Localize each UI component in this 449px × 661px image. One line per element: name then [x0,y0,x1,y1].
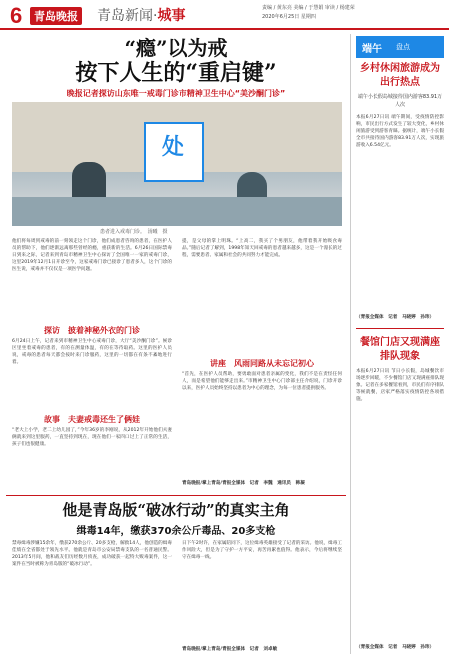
page-header [0,0,449,30]
section-prefix: 青岛新闻· [97,8,158,24]
holiday-tag-label: 端午 [362,44,382,55]
photo-counter [12,197,342,226]
paper-logo: 青岛晚报 [30,7,82,25]
bottom-subhead: 缉毒14年，缴获370余公斤毒品、20多支枪 [76,526,276,537]
holiday-tag-small: 盘点 [396,43,410,51]
right-story1-text: 本报6月27日讯 端午期间，受疫情防控影响，市民出行方式发生了较大变化，乡村休闲旅游受到游客青睐。据统计，端午小长假全市共接待国内游客83.91万人次，实现旅游收入6.54亿元。 [356,115,444,148]
bottom-credit: 青岛晚报/掌上青岛/青报全媒体 记者 刘卓敏 [182,647,278,652]
article-col2b-text: “首先，在医护人员帮助，要勇敢面对患者亲属的变化，我们不是在责怪任何人，而是希望他们能够走出来。”市精神卫生中心门诊部主任介绍说，门诊开诊以来，医护人员始终坚持以患者为中心的理念，为每一位患者提供服务。 [182,372,342,391]
issue-date: 2020年6月25日 星期四 [262,14,316,20]
headline-line-1: “瘾”以为戒 [124,36,228,60]
bottom-col1-text: 禁毒缉毒涉嫌15余年，缴获270余公斤、20多支枪，解救14人，他创造的缉毒佳绩在全省都处于领先水平。他就是青岛市公安局禁毒支队的一名普通民警。2013年5月间，他和战友们历经数月侦查，成功破获一起特大贩毒案件，这一案件在当时被称为青岛版的“破冰行动”。 [12,541,172,567]
section-title [97,5,185,25]
right-story1-lede: 端午小长假岛城接待国内游客83.91万人次 [357,94,443,108]
bottom-headline: 他是青岛版“破冰行动”的真实主角 [62,501,290,519]
page-number: 6 [10,3,23,28]
editor-credits: 责编 / 黄东亮 美编 / 于慧娟 审读 / 杨建荣 [262,5,355,11]
article-col1c-text: “老大上小学，老二上幼儿园了，”今年36岁的李刚说，从2012年开始他们夫妻俩就来到这里服药，一直坚持到现在，现在他们一家四口过上了正常的生活，孩子们也很健康。 [12,428,172,447]
headline-line-2: 按下人生的“重启键” [75,60,277,86]
subtitle-explore: 探访 披着神秘外衣的门诊 [44,326,140,335]
column-divider [350,34,351,654]
subtitle-story: 故事 夫妻戒毒还生了俩娃 [44,415,140,424]
right-story2-credit: （青报全媒体 记者 马晓婷 孙玮） [356,645,435,650]
holiday-tag [356,36,444,58]
section-divider [6,495,346,496]
article-col1b-text: 6月24日上午，记者来到市精神卫生中心戒毒门诊，大厅“美沙酮门诊”。候诊区里坐着戒毒的患者，有的在测量体温，有的在等待取药。这里的医护人员说，戒毒的患者每天都会按时来门诊服药，这里的一切都在有条不紊地进行着。 [12,339,172,365]
right-story2-title: 餐馆门店又现满座排队现象 [360,337,440,362]
clinic-photo [12,102,342,226]
photo-caption: 患者进入戒毒门诊。 汤曦 摄 [100,229,168,235]
article-col2-text: 提，是父母的掌上明珠。“上高二，我买了个男朋友，他带着我开始吸食毒品。”随后记者了解到，1998年知天回戒毒的患者越来越多，这是一个漫长的过程，需要患者、家属和社会的共同努力才能完成。 [182,239,342,258]
right-story1-credit: （青报全媒体 记者 马晓婷 孙玮） [356,315,435,320]
main-headline [6,36,346,86]
photo-sign-text: 处 [162,135,185,160]
article-credit: 青岛晚报/掌上青岛/青报全媒体 记者 李魏 通讯员 韩凝 [182,481,305,486]
section-name: 城事 [157,8,186,24]
subtitle-lecture: 讲座 风雨同路从未忘记初心 [210,359,314,368]
right-story1-title: 乡村休闲旅游成为出行热点 [360,63,440,88]
right-divider [356,328,444,329]
main-subhead: 晚报记者探访山东唯一戒毒门诊市精神卫生中心“美沙酮门诊” [66,89,286,98]
article-col1-text: 他们将每周到戒毒的前一刻领走这个门诊，他们成患者咨询的患者，在医护人员的帮助下，他们逐渐远离那些曾经的瘾，重获新的生活。6月26日国际禁毒日到来之际，记者来到青岛市精神卫生中心探访了全国唯一一家的戒毒门诊，这里2019年12月1日开诊至今，这家戒毒门诊已接诊了患者多人，这个门诊的医生说，戒毒并不仅仅是一项医学问题。 [12,239,172,272]
bottom-col2-text: 日下午2时许，在家属陪同下，这位缉毒英雄接受了记者的采访。他说，缉毒工作风险大，但是为了守护一方平安，再苦再累也值得。他表示，今后将继续坚守在缉毒一线。 [182,541,342,560]
right-story2-text: 本报6月27日讯 节日小长假，岛城餐饮市场逐步回暖，不少餐馆门店又现满座排队现象。记者在多家餐馆看到，市民们有序排队等候就餐，店家严格落实疫情防控各项措施。 [356,369,444,402]
